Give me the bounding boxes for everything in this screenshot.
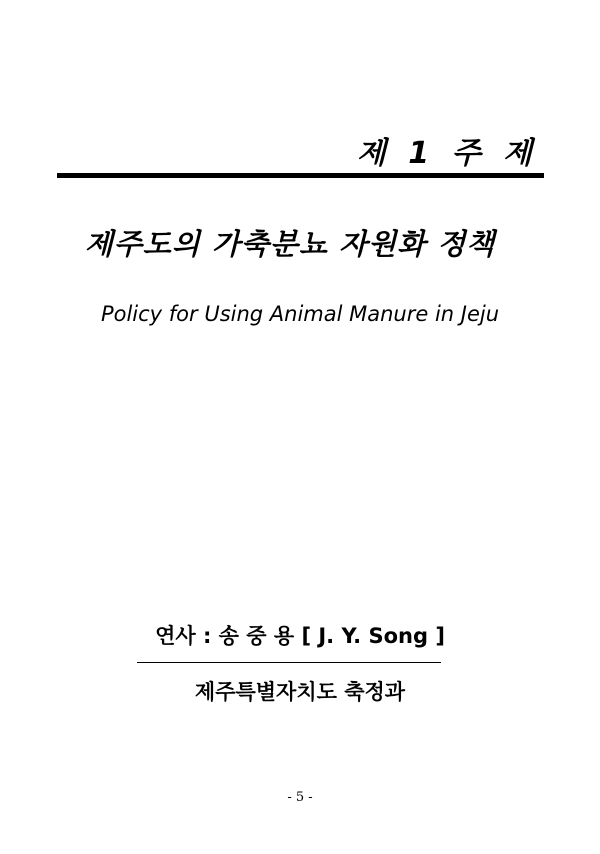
page-number: - 5 -: [287, 790, 313, 805]
speaker-divider: [137, 662, 441, 663]
affiliation: 제주특별자치도 축정과: [194, 680, 406, 704]
title-english: Policy for Using Animal Manure in Jeju: [100, 302, 500, 326]
header-rule: [57, 173, 544, 178]
topic-label: 제 1 주 제: [356, 136, 538, 171]
speaker-line: 연사 : 송 중 용 [ J. Y. Song ]: [155, 624, 445, 648]
title-korean: 제주도의 가축분뇨 자원화 정책: [84, 227, 496, 261]
